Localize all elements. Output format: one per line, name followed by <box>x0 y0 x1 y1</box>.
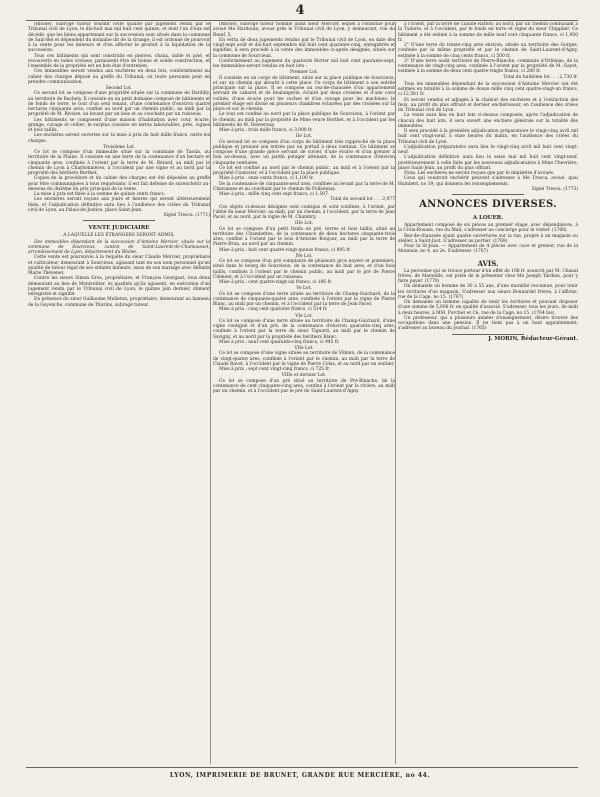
paragraph: Tous les immeubles dépendant de la succession d'Antoine Mercier ont été estimés en totalité à la somme de douze mille cinq cent quatre-vingt-un francs, ci 12,581 fr. <box>398 81 578 98</box>
section-subtitle-louer: A LOUER. <box>472 215 504 221</box>
column-right <box>398 22 578 764</box>
total-line: Total du second lot . . . 2,977 <box>330 197 395 203</box>
lot-heading: Second Lot. <box>105 86 133 91</box>
lot-heading: IIIe Lot. <box>295 221 313 227</box>
lot-heading: VIIe Lot. <box>294 346 314 351</box>
paragraph: Il consiste en un corps de bâtiment, situé sur la place publique de Sourcieux, et sur un chemin qui aboutit à cette place. Ce corps de bâtiment a son entrée principale sur la place. Il se compose au rez-de-chaussée d'un appartement servant de cabaret et de boulangerie, éclairé par deux croisées et d'une cave voûtée, d'une écurie pour les vaches et d'un cuvage pour les machines; le premier étage est divisé en plusieurs chambres éclairées par des croisées sur la place et sur le chemin. <box>213 75 395 112</box>
left-paragraphs-b <box>28 91 210 144</box>
paragraph: Mise à prix : mille cinq cent sept francs, ci 1,507 <box>219 192 328 197</box>
paragraph: Cette vente est poursuivie à la requête du sieur Claude Mercier, propriétaire et cultivateur, demeurant à Sourcieux, agissant tant en son nom personnel qu'en qualité de tuteur légal de ses enfants mineurs, issus de son mariage avec défunte Marie Thévenet. <box>28 255 210 276</box>
paragraph: Ce lot se compose d'une vigne située au territoire de Vilmon, de la contenance de vingt-quatre ares, confinée à l'orient par le chemin, au midi par la terre de Claude Ravet, à l'occident par la vigne de Pierre Colas, et au nord par un sentier. <box>213 351 395 367</box>
top-rule <box>26 20 578 21</box>
paragraph: 3° D'une terre audit territoire de Pierre-Blanche, commune d'Orliénas, de la contenance de vingt-cinq ares, confinée à l'orient par la propriété de M. Gayet, estimée à la somme de deux cent quatre-vingts francs, ci 280 fr. <box>398 58 578 75</box>
lot-heading: VIIIe et dernier Lot. <box>281 373 327 379</box>
separator <box>452 194 524 195</box>
paragraph: Ces objets ci-dessus désignés sont contigus et sont confinés, à l'orient, par l'abbé du sieur Mercier; au midi, par un chemin; à l'occident, par la terre de Jean Pacel, et au nord, par la vigne de M. Chambry. <box>213 204 395 220</box>
paragraph: (Rhône), subrogé tuteur sousdit cette qualité par jugement rendu par le Tribunal civil de Lyon, le dix-huit mai mil huit cent quinze, et dont l'un d'eux est décédé; que les biens appartenant sur la succession sont situés dans la commune de Sain-Bel et dépendent du domaine dit de la Grange; il est ordonné de pourvoir à la vente pour les mineurs et d'en affecter le produit à la liquidation de la succession. <box>28 22 210 54</box>
paragraph: La vente aura lieu en huit lots ci-dessus composés; après l'adjudication de chacun des huit lots, il sera ouvert une enchère générale sur la totalité des immeubles. <box>398 113 578 129</box>
column-divider <box>395 22 396 764</box>
paragraph: Ce lot se compose d'un petit fonds en pré, terres et bois taillis, situé au territoire des Chambettes, de la contenance de deux hectares cinquante-trois ares, confiné à l'orient par le bois d'Antoine Bonjour, au midi par la terre de Pierre Brun, au nord par un chemin. <box>213 226 395 248</box>
paragraph: Appartement composé de six pièces au premier étage, avec dépendances, à la Croix-Rousse, rue du Mail; s'adresser au concierge pour le visiter. (1768) <box>398 223 578 234</box>
vente-paragraphs <box>28 240 210 308</box>
lot-heading: IVe Lot. <box>295 253 313 259</box>
section-title-annonces: ANNONCES DIVERSES. <box>419 199 557 210</box>
paragraph: Nota. Les enchères ne seront reçues que par le ministère d'avoués. <box>404 171 555 176</box>
paragraph: à l'orient, par la terre de Claude Ratton; au nord, par un chemin conduisant à la Tuilerie, et à l'occident, par le fonds en terre et vigne du sieur Chipplier. Ce bâtiment a été estimé à la somme de mille neuf cent cinquante francs, ci 1,950 fr. <box>398 22 578 43</box>
paragraph: Ce lot se compose d'un pré complanté de plusieurs gros noyers et pommiers, situé dans le bourg de Sourcieux, de la contenance de huit ares, et d'un bois taillis, confinés à l'orient par le chemin public, au midi par le pré de Pierre Clément, et à l'occident par un ruisseau. <box>213 259 395 280</box>
column-divider <box>210 22 211 764</box>
column-left <box>28 22 210 764</box>
paragraph: On demande un homme de 30 à 55 ans, d'une moralité reconnue, pour tenir les écritures d'un magasin. S'adresser aux sieurs Bonnardel frères, à l'affiche, rue de la Cage, no 15. (1767) <box>398 284 578 300</box>
paragraph: Mise à prix : trois mille francs, ci 3,000 fr. <box>219 128 313 133</box>
paragraph: Mise à prix : cent quatre-vingt-six francs, ci 186 fr. <box>219 280 333 285</box>
total-line: Total du huitième lot . . . 2,730 fr. <box>503 74 578 80</box>
paragraph: La mise à prix est fixée à la somme de quinze cents francs. <box>34 192 166 197</box>
lot-heading: IIe Lot. <box>295 134 313 140</box>
left-paragraphs-c <box>28 150 210 213</box>
paragraph: Un professeur, qui a plusieurs années d'enseignement, désire trouver des occupations dans une pension. Il ne tient pas à un haut appointement; s'adresser au bureau du journal. (1765) <box>398 315 578 332</box>
paragraph: Ce second lot se compose d'une propriété située sur la commune de Dardilly, au territoire de Bachely. Il consiste en un petit domaine composé de bâtiments et de fonds de terre, le tout d'un seul tenant, d'une contenance d'environ quatre hectares cinquante ares, confiné au nord par un chemin public, au midi par la propriété de M. Rivoire, au levant par un bois et au couchant par un ruisseau. <box>28 91 210 118</box>
paragraph: Pour la St-Jean. — Appartement de 4 pièces avec cave et grenier, rue de la Monnaie, no 4, au 2e. S'adresser. (1767) <box>398 244 578 255</box>
paragraph: On demande un homme capable de tenir les écritures et pouvant disposer d'une somme de 5,000 fr. en qualité d'associé. S'adresser, tous les jours, de midi à deux heures, à MM. Porcher et Ce, rue de la Cage, no 15. (1764 bis) <box>398 300 578 316</box>
paragraph: Le tout est confiné au nord par la place publique de Sourcieux, à l'orient par le chemin, au midi par la propriété de Mme veuve Berthet, et à l'occident par les bâtiments de M. Desvernay. <box>213 112 395 128</box>
paragraph: L'adjudication préparatoire aura lieu le vingt-cinq avril mil huit cent vingt-neuf. <box>398 144 578 155</box>
left-paragraphs-a <box>28 22 210 85</box>
column-middle <box>213 22 395 764</box>
paragraph: Et seront vendus et adjugés à la chaleur des enchères et à l'extinction des feux, au profit du plus offrant et dernier enchérisseur, en l'audience des criées du Tribunal civil de Lyon. <box>398 97 578 113</box>
paragraph: Rez-de-chaussée ayant quatre ouvertures sur la rue, propre à un magasin ou atelier, à Saint-Just. S'adresser au portier. (1769) <box>398 233 578 244</box>
lot-heading: Ve Lot. <box>296 286 312 292</box>
signature: Signé Tresca. (1773) <box>531 186 578 192</box>
paragraph: L'adjudication définitive aura lieu le seize mai mil huit cent vingt-neuf, postérieurement à celle faite par les nouveaux adjudicataires à Mme Chevrière, place Saint-Jean, au profit du plus offrant. <box>398 155 578 171</box>
paragraph: Les enchères seront ouvertes sur la mise à prix de huit mille francs, outre les charges. <box>28 133 210 144</box>
paragraph: Mise à prix : onze cents francs, ci 1,100 fr. <box>219 176 314 182</box>
paragraph: Ce lot se compose d'une terre située au territoire de Champ-Guichard, de la contenance de cinquante-quatre ares, confinée à l'orient par la vigne de Pierre Blanc, au midi par un chemin, et à l'occident par la terre de Jean Pacel. <box>213 291 395 307</box>
paragraph: Contre les sieurs Simon Gros, propriétaire, et François Gourgaut, tous deux demeurant au lieu de Montrottier, ès qualités qu'ils agissent, en exécution d'un jugement rendu par le Tribunal civil de Lyon, le quinze juin dernier, dûment enregistré et signifié. <box>28 276 210 297</box>
imprint-footer: LYON, IMPRIMERIE DE BRUNET, GRANDE RUE MERCIÈRE, no 44. <box>169 772 431 779</box>
paragraph: (Rhône), subrogé tuteur nommé audit sieur Mercier, lequel a constitué pour avoué Me Hardouin, avoué près le Tribunal civil de Lyon, y demeurant, rue du Bœuf, 5. <box>213 22 395 38</box>
paragraph: En présence du sieur Guillaume Mulleton, propriétaire, demeurant au hameau de la Goyenche, commune de Thurins, subrogé tuteur. <box>28 297 210 308</box>
lot-heading: Premier Lot. <box>289 70 319 76</box>
page-number: 4 <box>295 3 305 18</box>
section-title-avis: AVIS. <box>477 258 499 268</box>
lot-heading: VIe Lot. <box>295 313 313 319</box>
paragraph: Des immeubles dépendant de la succession d'Antoine Mercier, situés sur la commune de Sourcieux, canton de Saint-Laurent-de-Chamousset, arrondissement de Lyon, département du Rhône. <box>28 239 210 255</box>
paragraph: La personne qui se trouve porteur d'un effet de 108 fr. souscrit par M. Chanal frères, de Marseille, est priée de le présenter chez Me Joseph Tardieu, pour y faire payer. (1770) <box>398 268 578 284</box>
footer-rule <box>26 767 578 768</box>
paragraph: Il sera procédé à la première adjudication préparatoire le vingt-cinq avril mil huit cent vingt-neuf, à onze heures du matin, en l'audience des criées du Tribunal civil de Lyon. <box>398 129 578 145</box>
paragraph: En vertu de deux jugements rendus par le Tribunal civil de Lyon, en date des vingt-sept août et dix-huit septembre mil huit cent quarante-cinq, enregistrés et signifiés, il sera procédé à la vente des immeubles ci-après désignés, situés sur la commune de Sourcieux. <box>213 37 395 59</box>
separator <box>452 334 524 335</box>
paragraph: Copies de la procédure et du cahier des charges ont été déposées au greffe pour être communiquées à tous requérants; il est fait défense de surenchérir au-dessous du dixième du prix principal de la vente. <box>28 176 210 192</box>
paragraph: Les bâtiments se composent d'une maison d'habitation avec cour, écurie, grange, cuvage et cellier; le surplus consiste en terres labourables, prés, vignes et bois taillis. <box>28 117 210 133</box>
paragraph: 2° D'une terre de trente-cinq ares environ, située au territoire des Gorges, confinée par la même propriété et par le chemin de Saint-Laurent-d'Agny, estimée à la somme de cinq cents francs, ci 500 fr. <box>398 43 578 59</box>
paragraph: Ce lot se compose d'un pré situé au territoire de Pré-Blanche, de la contenance de cent cinquante-cinq ares, confiné à l'orient par la rivière, au midi par un chemin, et à l'occident par le pré de Saint-Laurent-d'Agny. <box>213 378 395 394</box>
paragraph: Conformément au jugement du quatorze février mil huit cent quarante-sept, les immeubles seront vendus en huit lots : <box>213 58 395 69</box>
paragraph: Mise à prix : neuf cent quarante-cinq francs, ci 945 fr. <box>219 339 340 345</box>
paragraph: Les enchères seront reçues aux jours et heures qui seront ultérieurement fixés, et l'adjudication définitive aura lieu à l'audience des criées du Tribunal civil de Lyon, au Palais-de-Justice, place Saint-Jean. <box>28 197 210 213</box>
section-subtitle: A LAQUELLE LES ÉTRANGERS SERONT ADMIS, <box>63 233 175 239</box>
editor-signature: J. MORIN, Rédacteur-Gérant. <box>488 335 578 342</box>
paragraph: Mise à prix : cinq cent quatorze francs, ci 514 fr. <box>219 307 328 313</box>
paragraph: Ce lot se compose d'un immeuble situé sur la commune de Tassin, au territoire de la Plaine. Il consiste en une terre de la contenance d'un hectare et cinquante ares, confinée à l'orient par la terre de M. Bérard, au midi par le chemin de Lyon à Charbonnières, à l'occident par une vigne et au nord par la propriété des héritiers Berthet. <box>28 150 210 176</box>
section-title-vente-judiciaire: VENTE JUDICIAIRE <box>88 225 150 232</box>
paragraph: Mise à prix : huit cent quatre-vingt-quinze francs, ci 895 fr. <box>219 247 351 253</box>
separator <box>83 220 156 221</box>
lot-heading: Troisième Lot. <box>102 144 136 150</box>
paragraph: Ces immeubles seront vendus aux enchères en deux lots, conformément au cahier des charges déposé au greffe du Tribunal, où toute personne peut en prendre communication. <box>28 69 210 85</box>
signature: Signé Tresca. (1771) <box>163 213 210 218</box>
paragraph: Ce second lot se compose d'un corps de bâtiment très rapproché de la place publique et prenant son entrée par un portail à deux vantaux. Ce bâtiment se compose d'une grande pièce servant de cuvier, d'une écurie et d'un grenier à foin au-dessus, avec un jardin potager attenant, de la contenance d'environ cinquante centiares. <box>213 139 395 166</box>
paragraph: Ce lot est confiné au nord par le chemin public, au midi et à l'orient par la propriété Couturier, et à l'occident par la place publique. <box>213 165 395 176</box>
paragraph: Tous ces bâtiments qui sont construits en pierres, chaux, sable et pisé, et recouverts en tuiles creuses, paraissent être de bonne et solide construction, et l'ensemble de la propriété est en bon état d'entretien. <box>28 53 210 69</box>
paragraph: Ce lot se compose d'une terre située au territoire de Champ-Guichard, d'une vigne contiguë et d'un pré, de la contenance d'environ quarante-cinq ares, confinés à l'orient par la terre du sieur Tignard, au midi par le chemin de Savigny, et au nord par la propriété des héritiers Blanc. <box>213 318 395 340</box>
paragraph: Ceux qui voudront enchérir peuvent s'adresser à Me Tresca, avoué, quai Humbert, no 19, qui donnera les renseignements. <box>398 176 578 187</box>
paragraph: Mise à prix : sept cent vingt-cinq francs, ci 725 fr. <box>219 367 331 372</box>
paragraph: De la contenance de cinquante-neuf ares, confinée au levant par la terre de M. Chavannes et au couchant par le chemin de Pollionnay. <box>213 181 395 192</box>
